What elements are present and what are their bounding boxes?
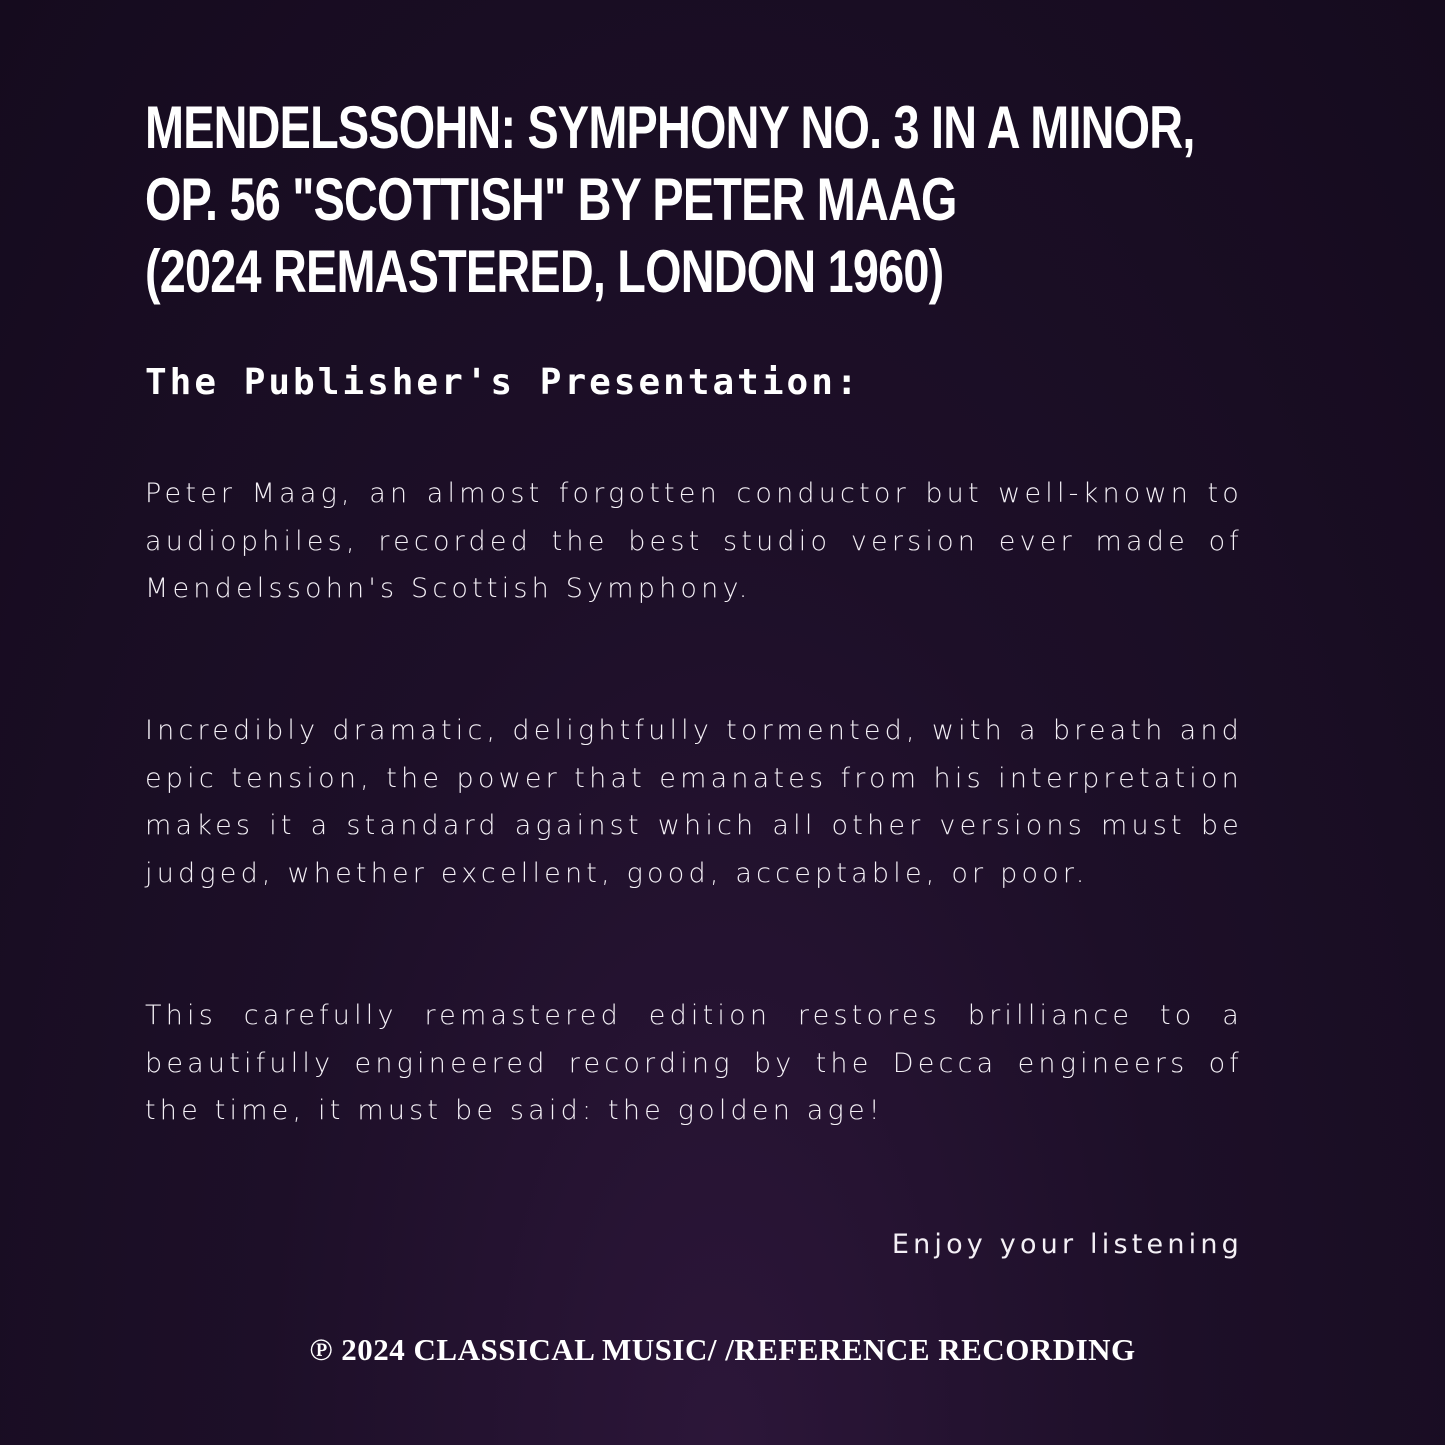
- copyright-footer: ℗ 2024 CLASSICAL MUSIC/ /REFERENCE RECORDING: [309, 1332, 1136, 1367]
- album-title: [145, 92, 1195, 308]
- description-paragraph-2: Incredibly dramatic, delightfully tormented, with a breath and epic tension, the power that emanates from his interpretation makes it a standard against which all other versions must be judged, whether excellent, good, acceptable, or poor.: [145, 715, 1243, 889]
- closing-line: Enjoy your listening: [891, 1229, 1243, 1260]
- description-paragraph-1: Peter Maag, an almost forgotten conductor but well-known to audiophiles, recorded the best studio version ever made of Mendelssohn's Scottish Symphony.: [145, 478, 1243, 604]
- description-paragraph-3: This carefully remastered edition restores brilliance to a beautifully engineered recording by the Decca engineers of the time, it must be said: the golden age!: [145, 1000, 1243, 1126]
- album-title-line-3: (2024 REMASTERED, LONDON 1960): [145, 238, 944, 305]
- section-heading: The Publisher's Presentation:: [145, 362, 861, 403]
- album-title-line-1: MENDELSSOHN: SYMPHONY NO. 3 IN A MINOR,: [145, 94, 1195, 161]
- album-title-line-2: OP. 56 "SCOTTISH" BY PETER MAAG: [145, 166, 957, 233]
